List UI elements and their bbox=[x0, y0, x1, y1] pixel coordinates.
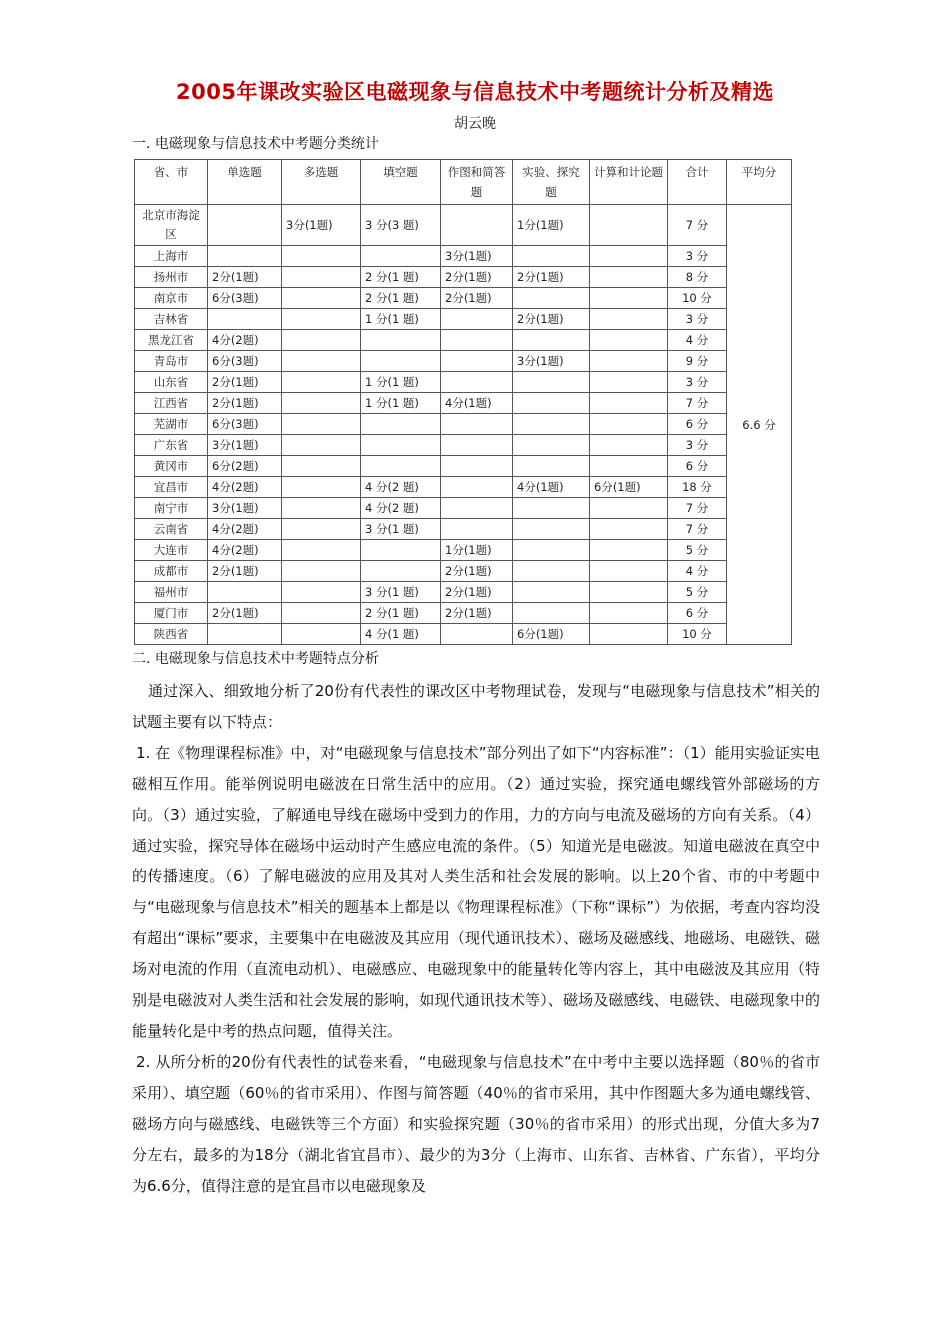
score-cell bbox=[361, 330, 441, 351]
paragraph: 通过深入、细致地分析了20份有代表性的课改区中考物理试卷，发现与“电磁现象与信息技术”相关的试题主要有以下特点： bbox=[132, 682, 820, 731]
score-cell: 2 分(1 题) bbox=[361, 603, 441, 624]
total-cell: 6 分 bbox=[668, 414, 727, 435]
total-cell: 5 分 bbox=[668, 540, 727, 561]
table-row bbox=[135, 372, 792, 393]
total-cell: 7 分 bbox=[668, 519, 727, 540]
score-cell bbox=[513, 519, 590, 540]
table-row bbox=[135, 435, 792, 456]
region-cell: 江西省 bbox=[135, 393, 208, 414]
score-cell: 2分(1题) bbox=[441, 603, 513, 624]
score-cell: 2 分(1 题) bbox=[361, 267, 441, 288]
score-cell bbox=[590, 309, 668, 330]
score-cell bbox=[361, 246, 441, 267]
score-cell: 3分(1题) bbox=[208, 435, 282, 456]
score-cell bbox=[590, 205, 668, 246]
region-cell: 厦门市 bbox=[135, 603, 208, 624]
document-title: 2005年课改实验区电磁现象与信息技术中考题统计分析及精选 bbox=[176, 80, 774, 104]
average-cell: 6.6 分 bbox=[727, 205, 792, 645]
score-cell bbox=[361, 351, 441, 372]
score-cell bbox=[361, 435, 441, 456]
total-cell: 4 分 bbox=[668, 561, 727, 582]
score-cell: 4分(2题) bbox=[208, 330, 282, 351]
score-cell bbox=[590, 540, 668, 561]
region-cell: 上海市 bbox=[135, 246, 208, 267]
table-row bbox=[135, 205, 792, 246]
table-row bbox=[135, 624, 792, 645]
region-cell: 南宁市 bbox=[135, 498, 208, 519]
table-row bbox=[135, 582, 792, 603]
score-cell bbox=[590, 267, 668, 288]
score-cell bbox=[208, 582, 282, 603]
score-cell: 6分(3题) bbox=[208, 414, 282, 435]
region-cell: 宜昌市 bbox=[135, 477, 208, 498]
score-cell: 3分(1题) bbox=[208, 498, 282, 519]
score-cell bbox=[361, 540, 441, 561]
score-cell bbox=[282, 267, 361, 288]
score-cell: 1 分(1 题) bbox=[361, 393, 441, 414]
score-cell bbox=[590, 603, 668, 624]
score-cell bbox=[590, 414, 668, 435]
score-cell bbox=[441, 519, 513, 540]
header-cell: 省、市 bbox=[135, 160, 208, 205]
score-cell: 1分(1题) bbox=[513, 205, 590, 246]
score-cell: 4分(2题) bbox=[208, 477, 282, 498]
score-cell: 1 分(1 题) bbox=[361, 309, 441, 330]
score-cell: 4分(1题) bbox=[441, 393, 513, 414]
total-cell: 9 分 bbox=[668, 351, 727, 372]
score-cell bbox=[590, 372, 668, 393]
score-cell: 3 分(1 题) bbox=[361, 582, 441, 603]
score-cell: 3分(1题) bbox=[282, 205, 361, 246]
total-cell: 4 分 bbox=[668, 330, 727, 351]
table-row bbox=[135, 267, 792, 288]
body-text bbox=[132, 676, 820, 1201]
score-cell: 1 分(1 题) bbox=[361, 372, 441, 393]
score-cell bbox=[282, 351, 361, 372]
score-cell bbox=[282, 582, 361, 603]
header-cell: 实验、探究题 bbox=[513, 160, 590, 205]
score-cell bbox=[513, 582, 590, 603]
score-cell bbox=[513, 393, 590, 414]
score-cell: 4 分(2 题) bbox=[361, 498, 441, 519]
score-cell bbox=[513, 246, 590, 267]
score-cell: 2分(1题) bbox=[208, 603, 282, 624]
score-cell: 2分(1题) bbox=[208, 561, 282, 582]
table-row bbox=[135, 498, 792, 519]
score-cell: 3 分(1 题) bbox=[361, 519, 441, 540]
score-cell bbox=[441, 372, 513, 393]
region-cell: 吉林省 bbox=[135, 309, 208, 330]
score-cell: 2分(1题) bbox=[208, 393, 282, 414]
score-cell: 4 分(2 题) bbox=[361, 477, 441, 498]
total-cell: 3 分 bbox=[668, 246, 727, 267]
score-cell bbox=[282, 330, 361, 351]
score-cell: 6分(3题) bbox=[208, 288, 282, 309]
region-cell: 北京市海淀区 bbox=[135, 205, 208, 246]
score-cell: 1分(1题) bbox=[441, 540, 513, 561]
paragraph: 1. 在《物理课程标准》中，对“电磁现象与信息技术”部分列出了如下“内容标准”：（1）能用实验证实电磁相互作用。能举例说明电磁波在日常生活中的应用。（2）通过实验，探究通电螺线管外部磁场的方向。（3）通过实验，了解通电导线在磁场中受到力的作用，力的方向与电流及磁场的方向有关系。（4）通过实验，探究导体在磁场中运动时产生感应电流的条件。（5）知道光是电磁波。知道电磁波在真空中的传播速度。（6）了解电磁波的应用及其对人类生活和社会发展的影响。以上20个省、市的中考题中与“电磁现象与信息技术”相关的题基本上都是以《物理课程标准》（下称“课标”）为依据，考查内容均没有超出“课标”要求，主要集中在电磁波及其应用（现代通讯技术）、磁场及磁感线、地磁场、电磁铁、磁场对电流的作用（直流电动机）、电磁感应、电磁现象中的能量转化等内容上，其中电磁波及其应用（特别是电磁波对人类生活和社会发展的影响，如现代通讯技术等）、磁场及磁感线、电磁铁、电磁现象中的能量转化是中考的热点问题，值得关注。 bbox=[132, 743, 820, 1040]
total-cell: 8 分 bbox=[668, 267, 727, 288]
score-cell: 2分(1题) bbox=[441, 288, 513, 309]
total-cell: 6 分 bbox=[668, 456, 727, 477]
region-cell: 芜湖市 bbox=[135, 414, 208, 435]
score-cell: 6分(2题) bbox=[208, 456, 282, 477]
score-cell bbox=[441, 477, 513, 498]
score-cell: 2分(1题) bbox=[208, 372, 282, 393]
score-cell bbox=[590, 351, 668, 372]
score-cell bbox=[361, 561, 441, 582]
score-cell bbox=[513, 288, 590, 309]
region-cell: 福州市 bbox=[135, 582, 208, 603]
score-cell bbox=[441, 498, 513, 519]
score-cell bbox=[590, 561, 668, 582]
region-cell: 大连市 bbox=[135, 540, 208, 561]
score-cell bbox=[282, 603, 361, 624]
header-cell: 多选题 bbox=[282, 160, 361, 205]
score-cell bbox=[513, 498, 590, 519]
total-cell: 5 分 bbox=[668, 582, 727, 603]
score-cell: 3分(1题) bbox=[513, 351, 590, 372]
score-cell bbox=[590, 246, 668, 267]
score-cell: 2分(1题) bbox=[441, 582, 513, 603]
score-cell bbox=[590, 624, 668, 645]
score-cell bbox=[361, 456, 441, 477]
total-cell: 10 分 bbox=[668, 288, 727, 309]
score-cell bbox=[282, 393, 361, 414]
paragraph: 2. 从所分析的20份有代表性的试卷来看，“电磁现象与信息技术”在中考中主要以选择题（80％的省市采用）、填空题（60％的省市采用）、作图与简答题（40％的省市采用，其中作图题大多为通电螺线管、磁场方向与磁感线、电磁铁等三个方面）和实验探究题（30％的省市采用）的形式出现，分值大多为7分左右，最多的为18分（湖北省宜昌市）、最少的为3分（上海市、山东省、吉林省、广东省），平均分为6.6分，值得注意的是宜昌市以电磁现象及 bbox=[132, 1052, 820, 1195]
header-cell: 作图和简答题 bbox=[441, 160, 513, 205]
score-cell: 2 分(1 题) bbox=[361, 288, 441, 309]
score-cell: 2分(1题) bbox=[441, 267, 513, 288]
score-cell bbox=[441, 435, 513, 456]
table-row bbox=[135, 246, 792, 267]
section-1-heading: 一. 电磁现象与信息技术中考题分类统计 bbox=[132, 136, 379, 152]
score-cell bbox=[208, 624, 282, 645]
table-row bbox=[135, 288, 792, 309]
region-cell: 南京市 bbox=[135, 288, 208, 309]
author-name: 胡云晚 bbox=[454, 116, 496, 132]
section-2-heading: 二. 电磁现象与信息技术中考题特点分析 bbox=[132, 651, 379, 667]
score-cell bbox=[208, 309, 282, 330]
total-cell: 3 分 bbox=[668, 435, 727, 456]
table-row bbox=[135, 477, 792, 498]
score-cell bbox=[513, 330, 590, 351]
table-row bbox=[135, 519, 792, 540]
score-cell bbox=[590, 456, 668, 477]
score-cell bbox=[441, 414, 513, 435]
table-row bbox=[135, 330, 792, 351]
score-cell bbox=[513, 435, 590, 456]
score-cell bbox=[590, 519, 668, 540]
score-cell: 4分(2题) bbox=[208, 519, 282, 540]
total-cell: 3 分 bbox=[668, 372, 727, 393]
score-cell bbox=[282, 540, 361, 561]
table-row bbox=[135, 309, 792, 330]
score-cell: 6分(1题) bbox=[513, 624, 590, 645]
score-cell bbox=[441, 330, 513, 351]
score-cell bbox=[590, 498, 668, 519]
score-cell: 3 分(3 题) bbox=[361, 205, 441, 246]
score-cell bbox=[282, 519, 361, 540]
score-cell bbox=[441, 351, 513, 372]
total-cell: 7 分 bbox=[668, 498, 727, 519]
score-cell bbox=[441, 456, 513, 477]
score-cell bbox=[282, 309, 361, 330]
statistics-table bbox=[134, 159, 792, 645]
table-row bbox=[135, 393, 792, 414]
score-cell: 2分(1题) bbox=[513, 267, 590, 288]
score-cell bbox=[282, 456, 361, 477]
table-row bbox=[135, 603, 792, 624]
table-header-row bbox=[135, 160, 792, 205]
score-cell bbox=[441, 624, 513, 645]
score-cell bbox=[513, 456, 590, 477]
table-row bbox=[135, 456, 792, 477]
total-cell: 7 分 bbox=[668, 205, 727, 246]
score-cell bbox=[441, 205, 513, 246]
score-cell bbox=[208, 246, 282, 267]
total-cell: 10 分 bbox=[668, 624, 727, 645]
score-cell bbox=[282, 561, 361, 582]
score-cell: 4分(1题) bbox=[513, 477, 590, 498]
header-cell: 合计 bbox=[668, 160, 727, 205]
score-cell bbox=[513, 603, 590, 624]
table-row bbox=[135, 351, 792, 372]
score-cell: 3分(1题) bbox=[441, 246, 513, 267]
score-cell bbox=[513, 372, 590, 393]
region-cell: 黑龙江省 bbox=[135, 330, 208, 351]
region-cell: 扬州市 bbox=[135, 267, 208, 288]
table-row bbox=[135, 540, 792, 561]
header-cell: 平均分 bbox=[727, 160, 792, 205]
score-cell bbox=[282, 288, 361, 309]
score-cell: 4 分(1 题) bbox=[361, 624, 441, 645]
score-cell bbox=[513, 561, 590, 582]
region-cell: 黄冈市 bbox=[135, 456, 208, 477]
score-cell bbox=[282, 498, 361, 519]
total-cell: 7 分 bbox=[668, 393, 727, 414]
score-cell bbox=[282, 477, 361, 498]
region-cell: 青岛市 bbox=[135, 351, 208, 372]
table-row bbox=[135, 414, 792, 435]
region-cell: 云南省 bbox=[135, 519, 208, 540]
score-cell: 2分(1题) bbox=[441, 561, 513, 582]
score-cell bbox=[513, 414, 590, 435]
total-cell: 18 分 bbox=[668, 477, 727, 498]
header-cell: 单选题 bbox=[208, 160, 282, 205]
region-cell: 山东省 bbox=[135, 372, 208, 393]
score-cell bbox=[441, 309, 513, 330]
header-cell: 填空题 bbox=[361, 160, 441, 205]
score-cell: 6分(3题) bbox=[208, 351, 282, 372]
score-cell bbox=[282, 435, 361, 456]
region-cell: 陕西省 bbox=[135, 624, 208, 645]
score-cell bbox=[282, 414, 361, 435]
table-row bbox=[135, 561, 792, 582]
score-cell: 6分(1题) bbox=[590, 477, 668, 498]
score-cell bbox=[208, 205, 282, 246]
score-cell bbox=[590, 330, 668, 351]
score-cell bbox=[282, 372, 361, 393]
score-cell bbox=[590, 582, 668, 603]
score-cell bbox=[590, 435, 668, 456]
score-cell bbox=[282, 624, 361, 645]
score-cell: 4分(2题) bbox=[208, 540, 282, 561]
header-cell: 计算和计论题 bbox=[590, 160, 668, 205]
score-cell: 2分(1题) bbox=[208, 267, 282, 288]
score-cell: 2分(1题) bbox=[513, 309, 590, 330]
region-cell: 广东省 bbox=[135, 435, 208, 456]
total-cell: 6 分 bbox=[668, 603, 727, 624]
score-cell bbox=[282, 246, 361, 267]
score-cell bbox=[590, 393, 668, 414]
region-cell: 成都市 bbox=[135, 561, 208, 582]
score-cell bbox=[513, 540, 590, 561]
total-cell: 3 分 bbox=[668, 309, 727, 330]
score-cell bbox=[361, 414, 441, 435]
score-cell bbox=[590, 288, 668, 309]
